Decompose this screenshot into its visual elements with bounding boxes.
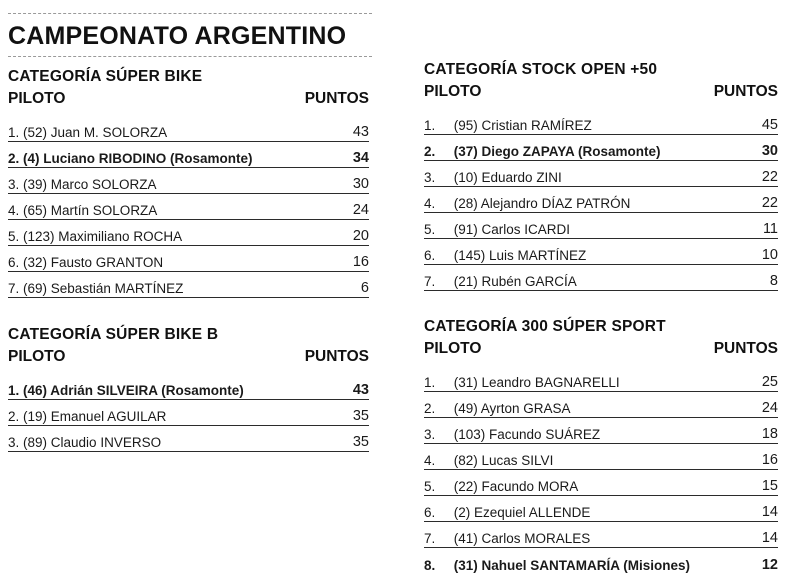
table-row [424,135,778,161]
position: 7. [424,531,436,546]
position: 2. [424,144,436,159]
points: 16 [352,254,369,270]
points: 14 [761,530,778,546]
position: 3. [8,177,20,192]
points: 35 [352,434,369,450]
points: 14 [761,504,778,520]
driver-name: (91) Carlos ICARDI [453,222,571,237]
points: 16 [761,452,778,468]
driver-name: (2) Ezequiel ALLENDE [453,505,591,520]
table-row [424,109,778,135]
table-row [424,213,778,239]
section-stock-open [424,59,778,291]
section-title: CATEGORÍA 300 SÚPER SPORT [424,318,666,335]
position: 5. [424,222,436,237]
points: 43 [352,124,369,140]
driver-name: (145) Luis MARTÍNEZ [453,248,587,263]
table-row [424,522,778,548]
driver-name: (46) Adrián SILVEIRA (Rosamonte) [23,383,244,398]
position: 4. [424,453,436,468]
position: 7. [8,281,20,296]
driver-name: (31) Leandro BAGNARELLI [453,375,620,390]
table-row [424,161,778,187]
points: 12 [761,557,778,573]
driver-name: (89) Claudio INVERSO [23,435,162,450]
column-header-pilot: PILOTO [8,348,66,365]
driver-name: (123) Maximiliano ROCHA [23,229,183,244]
driver-name: (10) Eduardo ZINI [453,170,562,185]
points: 25 [761,374,778,390]
table-row [8,220,369,246]
driver-name: (69) Sebastián MARTÍNEZ [23,281,184,296]
driver-name: (31) Nahuel SANTAMARÍA (Misiones) [453,558,691,573]
section-supersport [424,316,778,574]
section-title: CATEGORÍA SÚPER BIKE [8,68,203,85]
page-title: CAMPEONATO ARGENTINO [8,22,347,50]
points: 43 [352,382,369,398]
points: 45 [761,117,778,133]
column-header-points: PUNTOS [304,90,369,107]
table-row [8,374,369,400]
driver-name: (95) Cristian RAMÍREZ [453,118,592,133]
column-header-pilot: PILOTO [424,83,482,100]
points: 30 [352,176,369,192]
points: 30 [761,143,778,159]
table-row [424,418,778,444]
column-header-pilot: PILOTO [8,90,66,107]
position: 8. [424,558,436,573]
position: 6. [424,248,436,263]
points: 8 [769,273,778,289]
table-row [8,142,369,168]
driver-name: (32) Fausto GRANTON [23,255,164,270]
column-header-points: PUNTOS [713,83,778,100]
table-row [424,239,778,265]
section-superbike-b [8,324,369,452]
driver-name: (28) Alejandro DÍAZ PATRÓN [453,196,631,211]
table-row [8,194,369,220]
table-row [424,392,778,418]
section-title: CATEGORÍA SÚPER BIKE B [8,326,219,343]
position: 4. [424,196,436,211]
points: 22 [761,169,778,185]
driver-name: (37) Diego ZAPAYA (Rosamonte) [453,144,661,159]
section-superbike [8,66,369,298]
driver-name: (19) Emanuel AGUILAR [23,409,167,424]
table-row [424,444,778,470]
table-row [8,400,369,426]
points: 15 [761,478,778,494]
driver-name: (49) Ayrton GRASA [453,401,571,416]
position: 5. [424,479,436,494]
position: 4. [8,203,20,218]
position: 1. [424,118,436,133]
position: 3. [424,170,436,185]
driver-name: (39) Marco SOLORZA [23,177,157,192]
top-divider [8,13,372,14]
points: 11 [762,221,778,237]
position: 1. [424,375,436,390]
position: 2. [8,151,20,166]
table-row [424,548,778,574]
position: 7. [424,274,436,289]
position: 1. [8,125,20,140]
column-headers [8,88,369,116]
position: 3. [424,427,436,442]
driver-name: (21) Rubén GARCÍA [453,274,577,289]
column-header-points: PUNTOS [713,340,778,357]
points: 18 [761,426,778,442]
table-row [8,168,369,194]
driver-name: (82) Lucas SILVI [453,453,554,468]
position: 5. [8,229,20,244]
column-header-points: PUNTOS [304,348,369,365]
driver-name: (65) Martín SOLORZA [23,203,158,218]
table-row [424,470,778,496]
points: 24 [352,202,369,218]
table-row [8,246,369,272]
points: 35 [352,408,369,424]
table-row [424,187,778,213]
position: 6. [424,505,436,520]
column-headers [424,81,778,109]
table-row [424,496,778,522]
driver-name: (4) Luciano RIBODINO (Rosamonte) [23,151,253,166]
table-row [8,272,369,298]
section-title: CATEGORÍA STOCK OPEN +50 [424,61,658,78]
position: 6. [8,255,20,270]
points: 34 [352,150,369,166]
column-header-pilot: PILOTO [424,340,482,357]
title-divider [8,56,372,57]
table-row [424,366,778,392]
column-headers [8,346,369,374]
position: 2. [424,401,436,416]
points: 20 [352,228,369,244]
points: 24 [761,400,778,416]
driver-name: (41) Carlos MORALES [453,531,591,546]
points: 22 [761,195,778,211]
position: 3. [8,435,20,450]
table-row [8,426,369,452]
points: 6 [360,280,369,296]
position: 2. [8,409,20,424]
column-headers [424,338,778,366]
position: 1. [8,383,20,398]
table-row [8,116,369,142]
points: 10 [761,247,778,263]
table-row [424,265,778,291]
driver-name: (103) Facundo SUÁREZ [453,427,601,442]
driver-name: (22) Facundo MORA [453,479,579,494]
driver-name: (52) Juan M. SOLORZA [23,125,168,140]
